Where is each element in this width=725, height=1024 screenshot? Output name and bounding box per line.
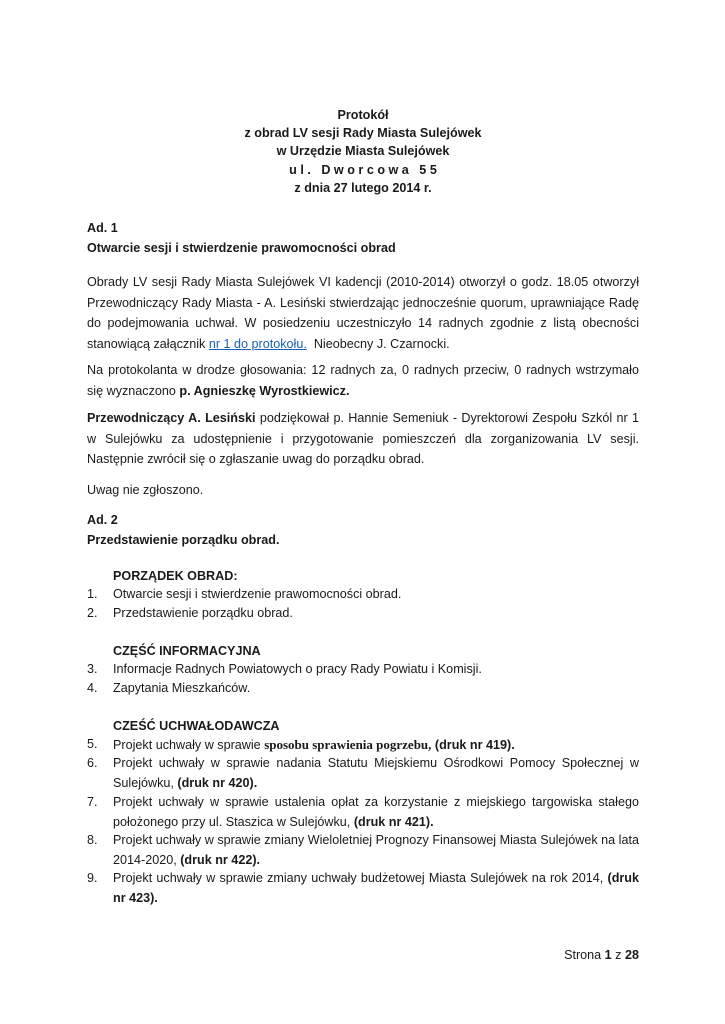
agenda-item-text: Zapytania Mieszkańców. <box>113 681 251 695</box>
agenda-item <box>87 831 639 870</box>
agenda-item-8-print: (druk nr 422). <box>180 852 261 867</box>
agenda-item-5-print: (druk nr 419). <box>431 738 515 752</box>
agenda-item <box>87 604 639 624</box>
agenda-item-6-print: (druk nr 420). <box>177 775 258 790</box>
attachment-link[interactable]: nr 1 do protokołu. <box>208 336 307 351</box>
header-venue: w Urzędzie Miasta Sulejówek <box>276 144 450 159</box>
agenda-item-5-subject: sposobu sprawienia pogrzebu, <box>264 737 432 752</box>
agenda-item-number: 2. <box>87 606 98 620</box>
agenda-item <box>87 869 639 908</box>
ad1-p1-text: Obrady LV sesji Rady Miasta Sulejówek VI kadencji (2010-2014) otworzył o godz. 18.05 otworzył Przewodniczący Rady Miasta - A. Lesiński stwierdzając jednocześnie quorum, uprawniające Radę do podejmowania uchwał. W posiedzeniu uczestniczyło 14 radnych zgodnie z listą obecności stanowiącą załącznik <box>87 275 639 351</box>
agenda-item-text: Przedstawienie porządku obrad. <box>113 606 293 620</box>
page-number <box>564 948 639 962</box>
agenda-item <box>87 660 639 680</box>
ad1-paragraph-thanks <box>87 408 639 470</box>
header-title: Protokół <box>337 108 389 122</box>
agenda-item-9-print: (druk nr 423). <box>113 871 639 905</box>
header-address: u l . D w o r c o w a 5 5 <box>289 162 437 177</box>
agenda-item-text <box>113 735 639 756</box>
agenda-item <box>87 793 639 832</box>
agenda-item-number: 7. <box>87 795 98 809</box>
agenda-item-7-print: (druk nr 421). <box>353 814 434 829</box>
agenda-item-9-text: Projekt uchwały w sprawie zmiany uchwały budżetowej Miasta Sulejówek na rok 2014, <box>113 871 608 885</box>
agenda-item-text <box>113 831 639 870</box>
page-number-prefix: Strona <box>564 948 605 962</box>
agenda-item-number: 5. <box>87 737 98 751</box>
agenda-title: PORZĄDEK OBRAD: <box>113 569 238 583</box>
page-number-total: 28 <box>624 948 639 962</box>
page-number-current: 1 <box>604 948 612 962</box>
ad1-paragraph-opening <box>87 272 639 354</box>
ad2-heading: Przedstawienie porządku obrad. <box>87 533 280 547</box>
ad2-label: Ad. 2 <box>87 513 118 527</box>
agenda-item-5-text: Projekt uchwały w sprawie <box>113 738 265 752</box>
ad1-heading: Otwarcie sesji i stwierdzenie prawomocności obrad <box>87 241 396 255</box>
agenda-item-text <box>113 754 639 793</box>
document-header <box>87 106 639 197</box>
ad1-p1-absent: Nieobecny J. Czarnocki. <box>306 336 450 351</box>
agenda-item-number: 9. <box>87 871 98 885</box>
agenda-item <box>87 754 639 793</box>
agenda-item <box>87 679 639 699</box>
ad1-label: Ad. 1 <box>87 221 118 235</box>
header-session: z obrad LV sesji Rady Miasta Sulejówek <box>244 126 482 141</box>
information-section-title: CZĘŚĆ INFORMACYJNA <box>113 644 261 658</box>
agenda-item-text <box>113 869 639 908</box>
agenda-item-number: 8. <box>87 833 98 847</box>
agenda-item-6-text: Projekt uchwały w sprawie nadania Statutu Miejskiemu Ośrodkowi Pomocy Społecznej w Sulejówku, <box>113 756 639 790</box>
agenda-item-text: Otwarcie sesji i stwierdzenie prawomocności obrad. <box>113 587 402 601</box>
ad1-p2-text: Na protokolanta w drodze głosowania: 12 radnych za, 0 radnych przeciw, 0 radnych wstrzymało się wyznaczono <box>87 363 639 398</box>
agenda-item-8-text: Projekt uchwały w sprawie zmiany Wieloletniej Prognozy Finansowej Miasta Sulejówek na lata 2014-2020, <box>113 833 639 867</box>
agenda-item <box>87 585 639 605</box>
ad1-paragraph-recorder <box>87 360 639 401</box>
agenda-item-text: Informacje Radnych Powiatowych o pracy Rady Powiatu i Komisji. <box>113 662 482 676</box>
agenda-item-number: 6. <box>87 756 98 770</box>
ad1-p3-text: podziękował p. Hannie Semeniuk - Dyrektorowi Zespołu Szkól nr 1 w Sulejówku za udostępnienie i przygotowanie pomieszczeń dla zorganizowania LV sesji. Następnie zwrócił się o zgłaszanie uwag do porządku obrad. <box>87 411 640 467</box>
agenda-item-number: 4. <box>87 681 98 695</box>
agenda-item-text <box>113 793 639 832</box>
agenda-item <box>87 735 639 756</box>
agenda-item-number: 3. <box>87 662 98 676</box>
resolutions-section-title: CZEŚĆ UCHWAŁODAWCZA <box>113 719 280 733</box>
ad1-no-remarks: Uwag nie zgłoszono. <box>87 483 204 497</box>
agenda-item-number: 1. <box>87 587 98 601</box>
agenda-item-7-text: Projekt uchwały w sprawie ustalenia opłat za korzystanie z miejskiego targowiska stałego położonego przy ul. Staszica w Sulejówku, <box>113 795 639 829</box>
header-date: z dnia 27 lutego 2014 r. <box>294 180 432 195</box>
recorder-name: p. Agnieszkę Wyrostkiewicz. <box>179 383 350 398</box>
page-number-separator: z <box>611 948 625 962</box>
chairman-name: Przewodniczący A. Lesiński <box>87 411 256 425</box>
